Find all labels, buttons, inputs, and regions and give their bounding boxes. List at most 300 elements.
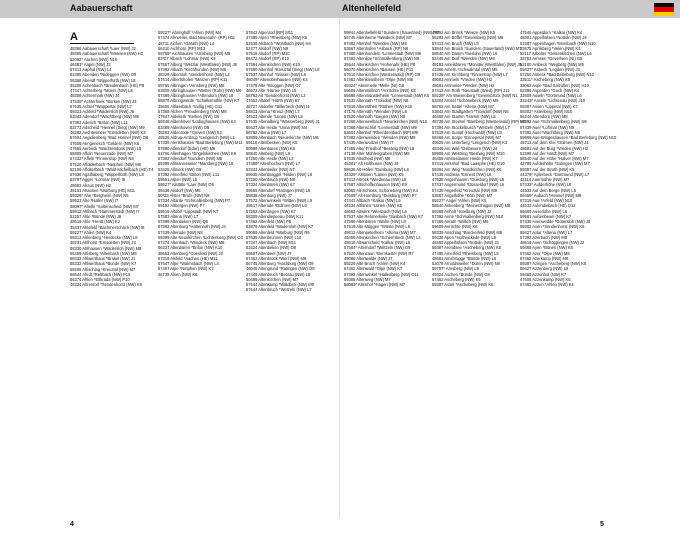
- index-entry: 58332 Ahlwerthaus *Brakel (NW) J1: [70, 256, 136, 261]
- index-entry: 57392 Auel *Wachtberg (NW) N8: [520, 129, 580, 135]
- index-entry: 45301* Alt Holthusen (NW) J9: [344, 161, 399, 167]
- index-entry: 59118 Altenbecken (NW) K8: [246, 140, 298, 146]
- index-entry: 57392 Aderich *Brilon (NW) L11: [70, 119, 128, 125]
- index-entry: 52445 Am Dorf *Wenden (NW) M8: [432, 56, 495, 62]
- index-entry: 48617 Alterode *Dülmen (NW) L6: [246, 203, 307, 209]
- index-entry: 59427 Azzenberg (NW) L9: [520, 266, 569, 272]
- index-entry: 57392 Altenburg *Hattenroth (NW) J4: [158, 224, 226, 230]
- index-entry: 39161 Ahausen *Warburg (HE) M11: [70, 187, 136, 193]
- index-entry: 33675 Aprilsberg *Velen (NW) K4: [520, 45, 581, 51]
- index-entry: 57392 Allendorf *Sundern (NW) M6: [158, 156, 223, 161]
- index-entry: 53489 Aldenhoven (NW) O8: [158, 124, 210, 130]
- index-entry: 53842 Am Stadtgarten *Troisdorf (NW) N8: [432, 108, 509, 114]
- index-entry: 57392 Albach *Kirchhunden (NW) M8: [158, 66, 227, 72]
- index-entry: 59581 Außenbeuel (NW) K7: [520, 213, 572, 219]
- index-entry: 46483* Aapel (NW) J3: [70, 61, 111, 67]
- index-entry: 59609 Altenmellrich *Anröchte (NW) K8: [344, 87, 416, 93]
- index-entry: 58540 Ankenberg *Meinerzhagen (NW) M8: [432, 203, 511, 209]
- index-entry: 59909 Am Westring *Bestwig (NW) M10: [432, 150, 505, 156]
- index-entry: 46045 Altengrund *Ratingen (NW) O9: [246, 266, 315, 272]
- index-entry: 58762 Am Sattel *Altena (NW) M7: [432, 103, 494, 109]
- index-entry: 59609 Anröchte (NW) K8: [432, 224, 478, 230]
- index-entry: 57462 Ascheberg (NW) K5: [432, 276, 481, 282]
- index-entry: 57437 Angermund *Düsseldorf (NW) L6: [432, 182, 505, 188]
- index-entry: 58809 Affeln *Neuenrade (NW) M7: [70, 151, 134, 156]
- section-letter: A: [70, 31, 78, 43]
- index-entry: 57462 Altenkleusheim *Olpe (NW) M8: [344, 77, 413, 83]
- page-number-left: 4: [70, 521, 74, 528]
- index-column-4: [344, 30, 440, 512]
- index-entry: 59812 Ahlbach *Hammerstedt (NW) I7: [70, 208, 140, 214]
- index-entry: 57610 Altenkirchen (Westerwald) (RP) O9: [344, 72, 421, 77]
- index-entry: 47495 Alpen *Rheinberg (NW) K5: [246, 35, 308, 41]
- index-entry: 55688 Altenmünsterheim *Lennestadt (NW) K5: [344, 93, 430, 98]
- index-entry: 52100 Arsbeck *Wegberg (NW) M5: [520, 61, 584, 67]
- index-entry: 53797 Agger *Lohmar (NW) I9: [70, 177, 126, 183]
- index-entry: 53426 Allmerk (NW) O9: [158, 166, 202, 172]
- index-entry: 59399 Allmannsweier *Marsberg (NW) L8: [158, 161, 234, 167]
- index-entry: 56745 Altenburg *Hachburg (NW) O9: [246, 261, 314, 266]
- index-entry: 57489 Anrath *Willich (NW) M6: [432, 219, 489, 224]
- index-entry: 48683 Ahaus (NW) H2: [70, 182, 111, 188]
- index-entry: 48727 Altdorfer *Billerbeck (NW) I4: [246, 103, 310, 109]
- index-entry: 46459 Am Stamm *Hamm (NW) L5: [432, 114, 496, 119]
- index-entry: 57432* Aufderhöhe (NW) L8: [520, 182, 572, 188]
- index-entry: 57642 Alpenrod (RP) M11: [246, 30, 294, 35]
- index-entry: 59551 Alpen (NW) L5: [158, 177, 198, 182]
- index-entry: 48308 Achtermark (NW) J4: [70, 93, 120, 99]
- index-entry: 57635 Achter *Wuppertal (NW) L7: [70, 103, 132, 109]
- index-entry: 57394 Am Stockelbusch *Wetzeln (NW) L7: [432, 124, 510, 130]
- index-entry: 59269 Ahlschlag *Kreuztal (NW) M7: [70, 266, 136, 272]
- index-entry: 47475 Alte *Bruggen (NW) O7: [246, 82, 301, 88]
- index-entry: 52538 Alsbach *Wohlbach (NW) H4: [246, 40, 311, 46]
- index-entry: 57368 Altenschlirf *Lennestadt (NW) M9: [344, 124, 417, 130]
- index-entry: 59844 Altenhellefeld *Sundern (Sauerland) (NW) M7: [344, 30, 440, 35]
- index-entry: 56745 Altenherne *Windeck (NW) M7: [344, 35, 413, 41]
- index-entry: 46459 Amsterdamer Heide (NW) K7: [432, 156, 498, 161]
- index-entry: 59759* Aichhausen *Arnsberg (NW) M9: [158, 51, 231, 56]
- index-entry: 48183 Amelsbüren *Münster (Westfalen) (NW) J5: [432, 61, 522, 67]
- index-entry: 57604 Aegidienberg *Bad Honnef (NW) O8: [70, 135, 149, 141]
- index-entry: 53567 Angelhöhe *Köln (NW) M7: [432, 192, 493, 198]
- index-entry: 57520 Altenzaun *Bernkastel (NW) R7: [344, 250, 414, 256]
- index-entry: 48653 Altenberg *Coesfeld (NW) J3: [158, 250, 223, 256]
- index-entry: 48493 Appelhülsen *Nottuln (NW) J3: [432, 240, 499, 245]
- index-entry: 50499 Altenkirchen (NW) M7: [246, 276, 299, 282]
- index-entry: 57439 Am Kirchberg *Finnentrop (NW) L7: [432, 72, 508, 77]
- index-entry: 58762 Alt *Sendenhorst (NW) L3: [246, 93, 306, 98]
- index-entry: 57439 Alterode (NW) N8: [158, 229, 203, 235]
- index-entry: 59227* Angel *Ahlen (NW) K5: [432, 198, 487, 203]
- index-entry: 59427 Axlar *Altena (NW) L7: [520, 229, 573, 235]
- index-entry: 52065 Alt-Schloss, Schöneberg (NW) K4: [344, 187, 418, 193]
- index-entry: 48282 Aldenrode *Greven (NW) K2: [158, 129, 222, 135]
- index-entry: 57635 Altenalberg *Wasserberg (NW) J1: [246, 119, 320, 125]
- index-entry: 57519 Am Sumpf (Hochwald) (NW) L8: [432, 129, 502, 135]
- page-number-right: 5: [600, 521, 604, 528]
- index-entry: 59399 Alte Neunkirchen *Lichtenberg (NW) O3: [158, 234, 243, 240]
- index-entry: 48653 Amsbrügge *Bünde (NW) L6: [432, 255, 497, 261]
- index-entry: 52257 Ahle *Bünde (NW) J8: [70, 214, 122, 219]
- page-header: [0, 0, 680, 18]
- index-entry: 57439 Andreas *Ennest (NW) L8: [432, 171, 492, 177]
- index-entry: 59755 Albringen *Arnsberg (NW) M6: [158, 82, 225, 88]
- index-entry: 48683 Ammeln *Vreden (NW) H2: [432, 77, 493, 83]
- index-entry: 46739 Alsen (NW) K8: [158, 271, 198, 277]
- index-entry: 57334 Altarde *Schmallenberg (NW) P7: [158, 198, 231, 203]
- index-entry: 59326* Ahe *Bergheim (NW) N5: [70, 193, 129, 198]
- index-entry: 47546 Appeldorn *Kalkar (NW) K4: [520, 30, 583, 35]
- index-entry: 47665 Aerbeck *Wachtendonk (NW) L5: [70, 145, 142, 151]
- index-entry: 59323 Ackfeld *Wadersloh (NW) J6: [70, 109, 135, 114]
- index-entry: 52078 Arnoldsweiler *Düren (NW) N9: [432, 261, 500, 266]
- index-entry: 47449 Altenbruch *Bebrau (NW) L6: [246, 271, 311, 277]
- index-entry: 51766 Allenhagen *Engelskirchen (NW) K9: [158, 150, 237, 156]
- index-entry: 58838 Altenburg (NW) J7: [246, 192, 292, 198]
- index-entry: 49525 Am Unterberg *Lengerich (NW) K3: [432, 140, 508, 146]
- index-entry: 53343 Altenbeiler (NW) N7: [246, 166, 295, 172]
- index-entry: 33753 Armsen *Geverlsen (NI) G8: [520, 56, 583, 62]
- index-entry: 47441 Altbach *Kalkar (NW) L5: [344, 198, 401, 203]
- index-entry: 48691 Auf der Burg *Vreden (NW) H2: [520, 145, 589, 151]
- index-entry: 57368 Altenhundem *Lennestadt (NW) M9: [344, 51, 421, 56]
- index-entry: 47495 Amerfeld *Rheinberg (NW) L5: [432, 250, 499, 256]
- index-entry: 41366 Amern *Schwalmtal (NW) M5: [432, 66, 498, 72]
- index-entry: 57250 Asbeck *Bad Berleburg (NW) N10: [520, 72, 594, 77]
- index-entry: 57399 Altenbeken (NW) Q5: [158, 219, 209, 224]
- index-entry: 57584* Alterndorf *Wetzeln (NW) O9: [344, 245, 411, 251]
- index-entry: 35606 Altlassbach *Sollig (HE) O11: [158, 103, 223, 109]
- index-entry: 51597 Appenhagen *Morsbach (NW) N10: [520, 40, 596, 46]
- index-entry: 44534 Altlünen *Lünen (NW) K5: [344, 203, 403, 209]
- index-entry: 57392 Aue *Schmallenberg (NW) N9: [520, 119, 587, 125]
- index-entry: 59439 Apen *Holzwickede (NW) L9: [432, 234, 496, 240]
- index-entry: 59439 Alsdorf (NW) M8: [158, 187, 201, 193]
- index-entry: 59523 Ahe *Haller (NW) I7: [70, 198, 119, 204]
- index-entry: 48619 Ahle *Herdt (NW) K2: [70, 219, 121, 225]
- index-entry: 58636 Alt-Höfen *Duisburg (NW) L6: [344, 166, 409, 172]
- index-entry: 57614 Albertshofen *Marzen (RP) K11: [158, 77, 228, 83]
- page-gutter: [339, 18, 340, 518]
- index-entry: 56472 Alsdorf (RP) K10: [246, 56, 290, 62]
- index-entry: 57474 Altenbach *Windeck (NW) M8: [158, 240, 225, 245]
- index-entry: 59302* Astenberg (NW) M10: [520, 108, 573, 114]
- index-entry: 59394 Am Weg *Nordkirchen (NW) K5: [432, 166, 502, 172]
- index-entry: 57319 Amtshof *Bad Laasphe (HE) O10: [432, 161, 505, 167]
- index-entry: 57518 Altenrüthen *Rüthen (NW) K10: [344, 103, 413, 109]
- index-entry: 48282 Aechtesmeer *Emsdetten (NW) K3: [70, 130, 146, 135]
- index-entry: 52477 Alsdorf (NW) N9: [246, 45, 289, 51]
- index-entry: 35644 Altenkirchen *Hohenahr (HE) P8: [344, 61, 416, 67]
- section-rule: [70, 43, 134, 44]
- index-entry: 48739 Am Steimel *Bamberg (Westerwald) (RP) H8: [432, 119, 526, 125]
- index-entry: 57339 Alertshausen *Bad Berleburg (NW) M11: [158, 140, 243, 146]
- index-entry: 42799 Aufderhöhe *Solingen (NW) M7: [520, 161, 590, 167]
- index-entry: 59069 Altenfeld *Warburg (NW) R9: [246, 229, 310, 235]
- index-entry: 48691 Ammeloe *Vreden (NW) H2: [432, 82, 495, 88]
- index-entry: 46459 Altenkirchen *Schermbeck (NW) L4: [344, 234, 421, 240]
- index-entry: 57572 Altenwinkeln *Witten (NW) L9: [246, 198, 312, 203]
- index-entry: 59387 Arendsee *Ascheberg (NW) K5: [432, 245, 501, 251]
- index-entry: 47608 Aengenesch *Geldern (NW) K6: [70, 140, 140, 146]
- index-entry: 59387 Assel *Ascheberg (NW) K5: [432, 282, 494, 287]
- index-entry: 33062 Aspe *Bad Salzuflen (NW) H10: [520, 82, 589, 88]
- index-entry: 59227* Ahringhoff *Ahlen (NW) M4: [158, 30, 222, 35]
- index-entry: 57439 Angerfeld *Kreuztal (NW) M9: [432, 187, 498, 193]
- index-entry: 56410 Aichhorn (RP) M13: [158, 45, 206, 51]
- index-entry: 35437 Ahlefeld *Bachmerschach (NW) I8: [70, 224, 145, 230]
- header-right-title: Altenhellefeld: [342, 3, 402, 13]
- index-entry: 57252 Alterdingen (NW) K7: [246, 208, 296, 214]
- index-entry: 58762 Altena (NW) L7: [246, 129, 287, 135]
- index-entry: 59427 Alte Heide *Unna (NW) M4: [246, 124, 308, 130]
- index-entry: 52062* Aachen (NW) N10: [70, 56, 118, 62]
- index-entry: 59227* Ahlen (NW) K4: [70, 229, 112, 235]
- index-entry: 56374 Ahlen *Eltkrada (NW) P10: [70, 277, 130, 282]
- index-entry: 57632 Altenrath *Troisdorf (NW) N8: [344, 98, 409, 104]
- index-entry: 57413 Am Bruch (NW) L5: [432, 40, 479, 46]
- index-column-2: [158, 30, 243, 512]
- index-entry: 57580 Allendorf (Eder) (HE) M6: [158, 145, 216, 151]
- index-entry: 47638 Angerhausen *Duisburg (NW) L6: [432, 177, 505, 182]
- index-entry: 57635 Altenbrunnen (NW) L10: [246, 234, 302, 240]
- index-entry: 57587 Altschoffenhausen (NW) K9: [344, 182, 407, 188]
- index-entry: 58469 Am Sorpe *Ennepetal (NW) M7: [432, 135, 502, 140]
- index-entry: 57439 Altenwoitzel (NW) I7: [344, 140, 394, 146]
- index-entry: 57482 Altenwenden *Wenden (NW) M9: [344, 135, 416, 140]
- index-entry: 58097* Ahelle *Soltenscheid (NW) M7: [70, 203, 139, 209]
- index-entry: 56644 Ahrdt *Rehbach (NW) P10: [70, 271, 131, 277]
- index-entry: 57392 Altenilpe *Schmallenberg (NW) N9: [344, 56, 420, 62]
- index-entry: 49324* Altenmelle *Melle (NI) G8: [344, 82, 405, 88]
- index-entry: 44533 Auf dem Berge (NW) L5: [520, 187, 576, 193]
- index-entry: 57462 Azzen *Ahlen (NW) K4: [520, 282, 574, 287]
- index-entry: 49525 Aldrup-Ambrup *Lengerich (NW) L1: [158, 135, 235, 140]
- index-entry: 53809 Albringhausen *Wetter (Ruhr) (NW) M6: [158, 87, 242, 93]
- index-entry: 57392 Azerbach (NW) M9: [520, 234, 568, 240]
- index-entry: 51598 Auf der Hardt (NW) M7: [520, 150, 575, 156]
- index-entry: 57537 Alte Rehmerkeile *Sasbach (NW) K7: [344, 213, 423, 219]
- index-entry: 53879 Altenfeld *Wadersloh (NW) K7: [246, 224, 314, 230]
- index-entry: 57413 Aaphol (NW) L4: [70, 67, 112, 72]
- index-entry: 53567 Altenhofen *Asbach (RP) N9: [344, 45, 409, 51]
- index-entry: 47608 Azzenkamp (NW) K6: [520, 276, 571, 282]
- index-entry: 57644 Altenbruch *Wetzeln (NW) L7: [246, 287, 312, 293]
- index-entry: 47647 Aldekerk *Kerken (NW) O6: [158, 114, 220, 119]
- index-entry: 59969 Aue-Wingeshausen *Bad Berleburg (NW) N10: [520, 135, 617, 140]
- index-column-6: [520, 30, 617, 512]
- index-entry: 42114 Auermühle (NW) M7: [520, 177, 570, 182]
- index-entry: 50*33 Alster *Bruhl (NW) N8: [158, 192, 210, 198]
- index-entry: 59229* Am Wiesenberg *Gevelsbrück (NW) N1: [432, 93, 518, 98]
- index-entry: 59597 Altenbeel (NW) J7: [246, 250, 292, 256]
- index-entry: 57583 Altena (NW) L7: [158, 213, 199, 219]
- index-entry: 57635 Altscheid (NW) M8: [344, 156, 391, 161]
- index-entry: 59469 Auserlohe (NW) L6: [520, 208, 568, 214]
- index-entry: 56283 Am Böffel *Gevelsberg (NW) M6: [432, 35, 504, 41]
- index-column-3: [246, 30, 320, 512]
- index-entry: 57489 Albringhausen *Attendorn (NW) L8: [158, 93, 234, 98]
- index-entry: 57638 Agathaberg *Wipperfürth (NW) L8: [70, 172, 144, 177]
- index-entry: 57392 Anne *Schmallenberg (NW) N10: [432, 213, 504, 219]
- index-entry: 50999 Altenbüren (NW) K8: [246, 145, 295, 151]
- index-entry: 59757* Arnsberg (NW) L9: [432, 266, 479, 272]
- index-entry: 48711 Aichen *Garath (NW) L4: [158, 40, 215, 46]
- index-entry: 48231 Ahlhorst *Emsdetten (NW) J3: [70, 240, 136, 246]
- index-entry: 33511* Ascheberg (NW) K5: [520, 77, 570, 83]
- index-entry: 57250 Altenbruch (NW) N8: [246, 177, 295, 182]
- index-entry: 57462 Altenwald *Olpe (NW) K7: [344, 266, 403, 272]
- index-entry: 57268 Altenseelbach *Neunkirchen (NW) N10: [344, 119, 428, 125]
- index-entry: 57368 Alchen *Freudenberg (NW) M8: [158, 108, 227, 114]
- index-entry: 57474 Ahrweiler, Bad Neuenahr- (RP) H11: [158, 35, 236, 41]
- index-entry: 59469 Azzenhof (NW) K7: [520, 271, 567, 277]
- index-entry: 59368 Anholt *Isselburg (NW) J2: [432, 208, 492, 214]
- index-entry: 53773 Adscheid *Hennef (Sieg) (NW) M9: [70, 124, 145, 130]
- german-flag-icon: [654, 3, 674, 16]
- index-entry: 48619 Aven *Schöppingen (NW) J2: [520, 240, 585, 245]
- index-entry: 46049* Altenoberhausen (NW) K4: [246, 77, 308, 83]
- index-entry: 53*07 Albach *Lohmar (NW) K9: [158, 56, 216, 62]
- index-column-1: [70, 46, 154, 512]
- index-entry: 32609 Asseln *Dortmund (NW) L6: [520, 93, 582, 98]
- index-entry: 57644 Altenkamp *Waldbröl (NW) M9: [246, 282, 314, 287]
- index-entry: 59387 Auf der Stroth (NW) K5: [520, 166, 575, 172]
- index-entry: 57413 Am Roth *Neustadt (Wied) (RP) J11: [432, 87, 510, 93]
- index-entry: 52395 Asperden *Goch (NW) K4: [520, 87, 580, 93]
- index-entry: 59935 Altenbraggel *Hilden (NW) L8: [246, 171, 312, 177]
- index-entry: 57462 Altenbrock *Werl (NW) M9: [246, 255, 307, 261]
- index-column-5: [432, 30, 526, 512]
- index-entry: 33243* Asseln *Lichtenau (NW) J10: [520, 98, 586, 104]
- index-entry: 59555 Altendorf *Ratingen (NW) L6: [246, 187, 311, 193]
- index-entry: 56459* Aubach *Hennef (NW) M9: [520, 192, 582, 198]
- index-entry: 57319 Aue *Arfeld (NW) N10: [520, 198, 573, 203]
- index-entry: 56368 Abendt *Wipperfürth (NW) L8: [70, 77, 136, 83]
- index-entry: 48713 Auf dem Klei *Dülmen (NW) J4: [520, 140, 589, 146]
- index-entry: 47489* Altenhochum (NW) L7: [246, 161, 301, 167]
- index-entry: 53424 Altenbeken (NW) O8: [246, 245, 297, 251]
- index-entry: 47539* Achterhoek *Borken (NW) J3: [70, 98, 137, 104]
- index-entry: 48465 Aabauerschaft *Metelen (NW) H2: [70, 51, 144, 57]
- index-entry: 47447 Achterberg *Moers (NW) L6: [70, 88, 133, 93]
- index-entry: 58313 Ahlenberg *Herdecke (NW) L8: [70, 235, 138, 240]
- index-entry: 57462 Azerkamp (NW) M8: [520, 255, 569, 261]
- index-entry: 59302 Axen *Sendenhorst (NW) K5: [520, 224, 585, 230]
- index-entry: 53343 Adendorf *Wachtberg (NW) M8: [70, 114, 139, 120]
- index-entry: 59192 Altbergen (NW) P7: [158, 203, 205, 209]
- index-entry: 59427* Asbeck *Legden (NW) J3: [520, 66, 580, 72]
- index-entry: 48366 Aabauerschaft *Laer (NW) J2: [70, 46, 136, 51]
- index-entry: 57567 Alberg *Wetzlar (Westfalen) (NW) J8: [158, 61, 237, 67]
- index-entry: 59368 Altenweg (NW) M7: [344, 276, 391, 282]
- index-entry: 58540 Auf der Höhe *Halver (NW) M7: [520, 156, 589, 161]
- index-entry: 57518 Alte Müggen *Wüste (NW) L8: [344, 224, 410, 230]
- index-entry: 57462 Altenfeld (NW) P8: [246, 219, 292, 224]
- index-entry: 44533 Aulendiebach (HE) O12: [520, 203, 576, 209]
- index-entry: 47652 Am Brinck *Weeze (NW) K5: [432, 30, 496, 35]
- index-entry: 58330 Ahlhausen *Wadersloh (NW) M8: [70, 245, 142, 251]
- index-entry: 35206 Achenbach *Breidenbach (HE) P8: [70, 82, 145, 88]
- index-entry: 57432* Affeln *Finnentrop (NW) N8: [70, 156, 134, 162]
- index-entry: 48619 Altwarscheid *Kalkar (NW) L5: [344, 240, 411, 245]
- index-entry: 57462 Azer *Olpe (NW) M8: [520, 250, 570, 256]
- index-entry: 48301 Appelhülsen *Nottuln (NW) J4: [520, 35, 587, 41]
- index-entry: 58309 Altendiepenau (NW) K11: [246, 213, 304, 219]
- index-entry: 57537 Altenhof *Wissen (NW) L8: [246, 72, 306, 77]
- index-entry: 44379* Aplerbeck *Dortmund (NW) L7: [520, 171, 590, 177]
- index-entry: 57413 Altrock *Wiedenau (NW) L6: [344, 177, 407, 182]
- index-entry: 59469 Ayen *Bönen (NW) K6: [520, 245, 573, 251]
- index-entry: 57439 Avenwedde *Gütersloh (NW) J8: [520, 219, 591, 224]
- index-entry: 48324 Ahrentorf *Sendenhorst (NW) K5: [70, 282, 142, 288]
- index-entry: 56459 Ahlsberg *Allenbach (NW) M8: [70, 250, 137, 256]
- index-entry: 57334 Altenbüren (NW) K7: [246, 182, 295, 188]
- index-entry: 57392 Altenwinkel *Hallenberg (NW) O11: [344, 271, 419, 277]
- index-entry: 52159 Affolterbach *Wald-Michelbach (HE) T4: [70, 166, 154, 172]
- header-left-title: Aabauerschaft: [70, 3, 133, 13]
- index-entry: 58840 Alteberg (NW) L8: [246, 150, 290, 156]
- index-entry: 53404 Amsel *Schönebeck (NW) M9: [432, 98, 499, 104]
- index-entry: 57250 Alte Heide (NW) L3: [246, 156, 294, 161]
- index-entry: 58089* Altenhof *Hagen (NW) M7: [344, 282, 406, 287]
- index-entry: 57347 Altenbach (NW) M11: [246, 240, 296, 245]
- index-entry: 47455 Alter Friedhof *Bestwig (NW) L8: [344, 145, 415, 151]
- index-entry: 59387 Azingen *Ascheberg (NW) K5: [520, 261, 587, 266]
- index-entry: 57580 Altenhof *Kreuztal (Sieg) (NW) L8: [246, 66, 320, 72]
- index-entry: 49086 Altenwalde (NW) J7: [344, 255, 393, 261]
- index-entry: 47608* Alt-Homburg *Duisburg (NW) P7: [344, 192, 417, 198]
- index-entry: 44523 Altende *Lünen (NW) L5: [246, 114, 303, 119]
- index-entry: 58339 Anschlag *Breckerfeld (NW) M8: [432, 229, 503, 235]
- index-entry: 58332 Ahlwerthaus *Bünde (NW) K7: [70, 261, 137, 267]
- index-entry: 57319 Alsfeld *Aachen (HE) M11: [158, 255, 218, 261]
- index-entry: 48683 Altwerk *Wiesbach (NW) L6: [344, 208, 407, 214]
- index-entry: 59519 Altdorf *Lippstadt (NW) K7: [158, 208, 219, 214]
- index-entry: 58813 Altena *Kreuz (NW) L7: [246, 108, 300, 114]
- index-entry: 59387 Assen *Lippetal (NW) K7: [520, 103, 578, 109]
- index-entry: 53844 Am Broich *Sundern (Sauerland) (NW) M7: [432, 45, 522, 51]
- index-entry: 47138 Alter Mühlengraben (NW) M8: [344, 150, 410, 156]
- index-entry: 57520 Affolderbach *Netphen (NW) M6: [70, 161, 141, 167]
- index-entry: 56244 Attendorn (NW) M8: [520, 114, 568, 119]
- index-entry: 59348 Aldenhövel *Lüdinghausen (NW) K4: [158, 119, 236, 125]
- index-entry: 58640 Am Damm *Iserlohn (NW) L6: [432, 51, 498, 56]
- index-entry: 57584 Altenkirchen (NW) K10: [246, 61, 300, 67]
- index-entry: 47652 Altdorf *Hürth (NW) K7: [246, 98, 300, 104]
- index-entry: 47178 Altenrath *Wenden (NW) L8: [344, 108, 407, 114]
- index-entry: 56070 Altenkirchen *Bausen (HE) P11: [344, 66, 414, 72]
- index-entry: 57647 Alpe *Walmsbach (NW) L4: [158, 261, 219, 266]
- index-entry: 44329* Altlünen *Lünen (NW) K5: [344, 171, 404, 177]
- index-entry: 58879 Albringwerde *Schalksmühle (NW) K7: [158, 98, 240, 104]
- index-entry: 57520 Altenroth *Siegen (NW) N9: [344, 114, 406, 119]
- index-entry: 52385 Abenden *Nideggen (NW) O9: [70, 72, 137, 78]
- index-entry: 53909 Altenbach *Neuerkirche (NW) M6: [246, 135, 319, 140]
- index-entry: 48329 Albersloh *Sendenhorst (NW) L2: [158, 72, 230, 77]
- index-entry: 57439 Auel *Lohmar (NW) N9: [520, 124, 575, 130]
- index-entry: 56337 Altenbüren *Brilon (NW) K10: [158, 245, 223, 251]
- index-entry: 57467 Alpe *Netphen (NW) K7: [158, 266, 214, 272]
- index-entry: 52117 Arbeiter *Gelsenkirchen (NW) L6: [520, 51, 592, 56]
- index-entry: 59527* Alstätte *Laer (NW) O9: [158, 182, 214, 188]
- index-entry: 46572 Alte *Hünxe (NW) L5: [246, 87, 297, 93]
- index-entry: 48612 Altenpeterheim *Altena (NW) M7: [344, 229, 416, 235]
- index-entry: 57392 Almerfeld *Brilon (NW) L11: [158, 171, 220, 177]
- index-entry: 49324 Aschen *Bünde (NW) G8: [432, 271, 490, 277]
- index-entry: 57518 Alsdorf (RP) M10: [246, 51, 290, 56]
